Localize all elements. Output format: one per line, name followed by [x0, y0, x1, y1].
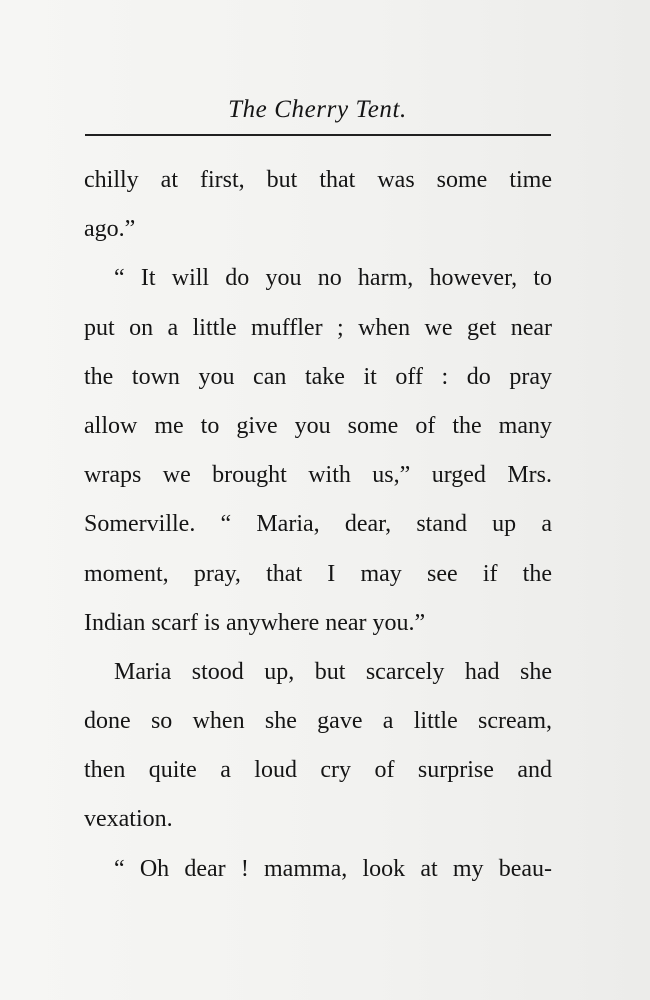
text-line: Indian scarf is anywhere near you.” — [84, 609, 426, 636]
text-line: “ It will do you no harm, however, to — [114, 265, 552, 292]
text-line: the town you can take it off : do pray — [84, 363, 552, 390]
header-rule — [85, 134, 551, 136]
running-head-title: The Cherry Tent. — [228, 96, 407, 123]
text-line: done so when she gave a little scream, — [84, 708, 552, 735]
text-line: chilly at first, but that was some time — [84, 167, 552, 193]
text-line: Somerville. “ Maria, dear, stand up a — [84, 511, 552, 538]
text-line: “ Oh dear ! mamma, look at my beau- — [114, 855, 552, 882]
text-line: put on a little muffler ; when we get near — [84, 314, 552, 341]
text-line: vexation. — [84, 806, 173, 833]
body-text — [84, 156, 552, 894]
text-line: ago.” — [84, 216, 136, 243]
text-line: moment, pray, that I may see if the — [84, 560, 552, 587]
text-line: then quite a loud cry of surprise and — [84, 757, 552, 784]
text-line: Maria stood up, but scarcely had she — [114, 658, 552, 685]
text-line: allow me to give you some of the many — [84, 412, 552, 439]
text-line: wraps we brought with us,” urged Mrs. — [84, 462, 552, 489]
